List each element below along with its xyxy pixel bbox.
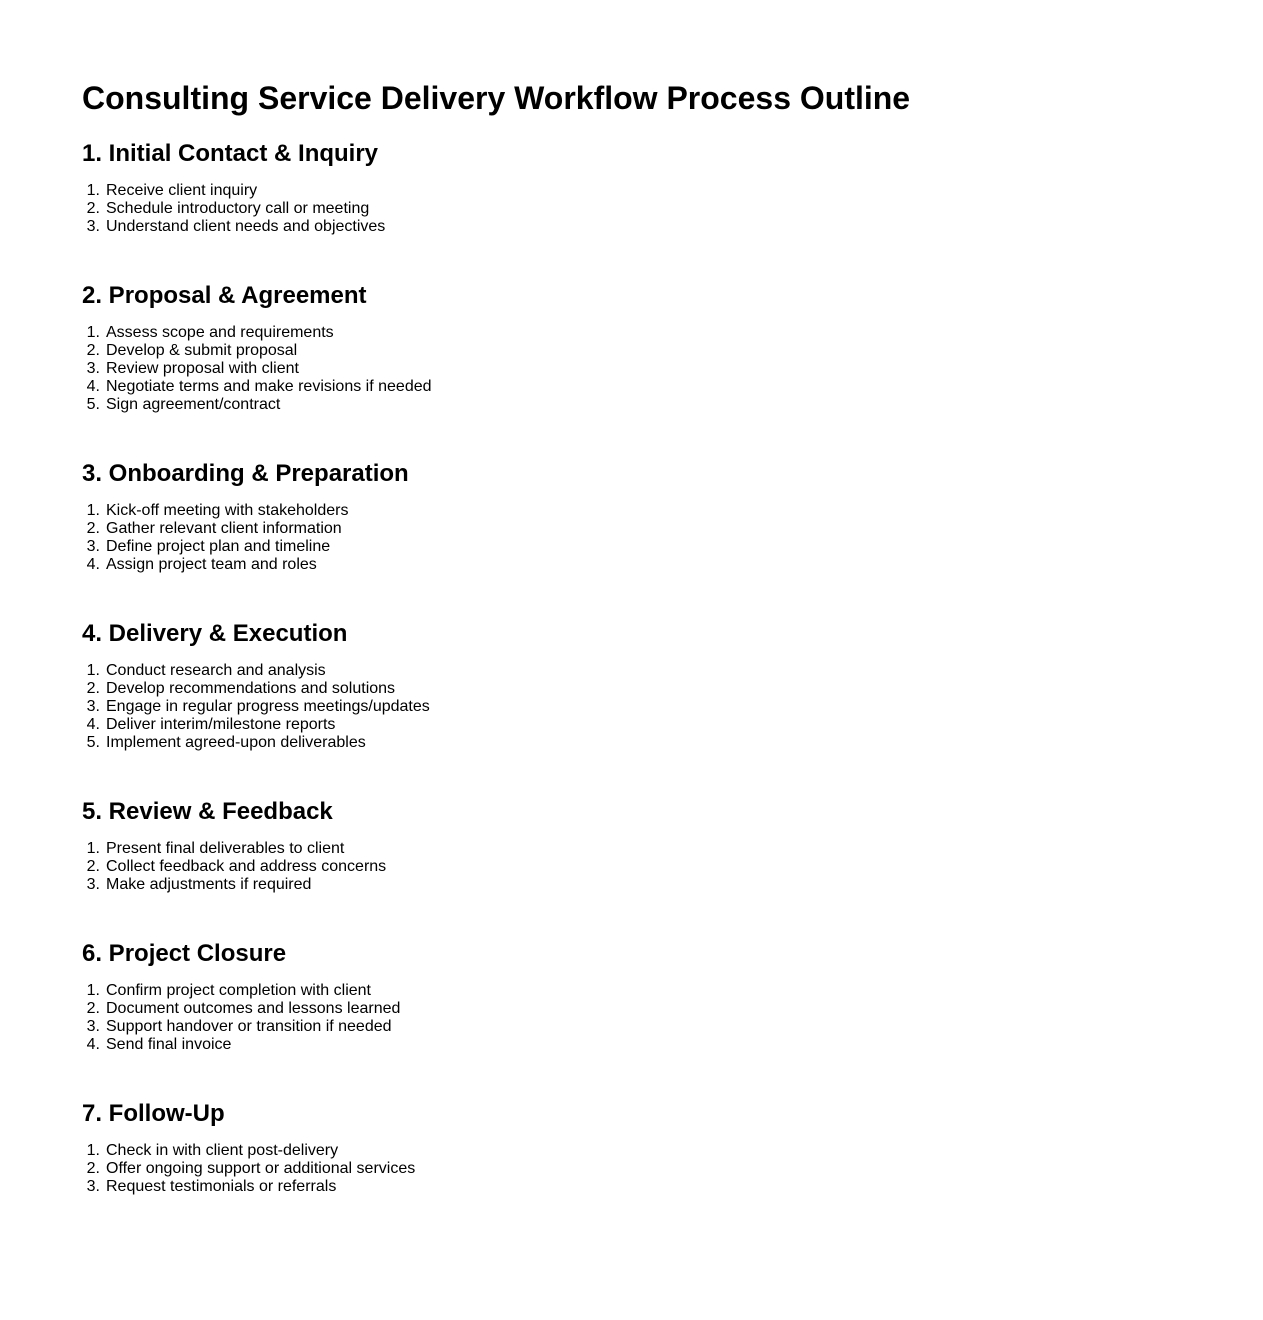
list-item-text: Develop recommendations and solutions bbox=[106, 680, 396, 697]
list-item bbox=[82, 1018, 1182, 1036]
list-item bbox=[82, 1142, 1182, 1160]
section bbox=[82, 459, 1182, 574]
list-item bbox=[82, 520, 1182, 538]
step-list bbox=[82, 1142, 1182, 1196]
list-item-text: Understand client needs and objectives bbox=[106, 218, 386, 235]
list-item bbox=[82, 734, 1182, 752]
list-item-text: Confirm project completion with client bbox=[106, 982, 371, 999]
step-list bbox=[82, 840, 1182, 894]
list-item-number: 4. bbox=[86, 378, 100, 395]
list-item-number: 4. bbox=[86, 556, 100, 573]
list-item-number: 1. bbox=[86, 324, 100, 341]
list-item-text: Assign project team and roles bbox=[106, 556, 317, 573]
section bbox=[82, 1099, 1182, 1196]
list-item-number: 1. bbox=[86, 840, 100, 857]
list-item-number: 1. bbox=[86, 662, 100, 679]
list-item bbox=[82, 218, 1182, 236]
step-list bbox=[82, 182, 1182, 236]
section-heading: 2. Proposal & Agreement bbox=[82, 282, 367, 309]
list-item bbox=[82, 200, 1182, 218]
section-heading: 1. Initial Contact & Inquiry bbox=[82, 140, 379, 167]
list-item-text: Send final invoice bbox=[106, 1036, 232, 1053]
list-item bbox=[82, 360, 1182, 378]
list-item bbox=[82, 1160, 1182, 1178]
list-item-text: Collect feedback and address concerns bbox=[106, 858, 387, 875]
list-item-number: 4. bbox=[86, 716, 100, 733]
list-item bbox=[82, 840, 1182, 858]
list-item-number: 2. bbox=[86, 1160, 100, 1177]
list-item-text: Review proposal with client bbox=[106, 360, 299, 377]
section-heading: 5. Review & Feedback bbox=[82, 798, 333, 825]
list-item bbox=[82, 662, 1182, 680]
step-list bbox=[82, 324, 1182, 414]
list-item bbox=[82, 538, 1182, 556]
list-item bbox=[82, 1000, 1182, 1018]
list-item-number: 4. bbox=[86, 1036, 100, 1053]
list-item-text: Sign agreement/contract bbox=[106, 396, 281, 413]
list-item-number: 3. bbox=[86, 538, 100, 555]
list-item-number: 3. bbox=[86, 360, 100, 377]
list-item-number: 2. bbox=[86, 342, 100, 359]
list-item bbox=[82, 396, 1182, 414]
list-item-number: 1. bbox=[86, 182, 100, 199]
list-item bbox=[82, 716, 1182, 734]
list-item-text: Document outcomes and lessons learned bbox=[106, 1000, 401, 1017]
list-item bbox=[82, 182, 1182, 200]
step-list bbox=[82, 662, 1182, 752]
list-item bbox=[82, 342, 1182, 360]
step-list bbox=[82, 982, 1182, 1054]
list-item-text: Request testimonials or referrals bbox=[106, 1178, 337, 1195]
list-item-number: 2. bbox=[86, 858, 100, 875]
list-item bbox=[82, 698, 1182, 716]
list-item-text: Implement agreed-upon deliverables bbox=[106, 734, 366, 751]
list-item-text: Receive client inquiry bbox=[106, 182, 258, 199]
list-item-text: Support handover or transition if needed bbox=[106, 1018, 392, 1035]
list-item-text: Engage in regular progress meetings/updates bbox=[106, 698, 430, 715]
list-item bbox=[82, 982, 1182, 1000]
section-heading: 6. Project Closure bbox=[82, 940, 287, 967]
list-item-text: Offer ongoing support or additional services bbox=[106, 1160, 416, 1177]
list-item-text: Negotiate terms and make revisions if needed bbox=[106, 378, 432, 395]
section bbox=[82, 939, 1182, 1054]
list-item-number: 2. bbox=[86, 200, 100, 217]
list-item-number: 3. bbox=[86, 1178, 100, 1195]
list-item-number: 1. bbox=[86, 502, 100, 519]
section-heading: 4. Delivery & Execution bbox=[82, 620, 348, 647]
page-title: Consulting Service Delivery Workflow Process Outline bbox=[82, 80, 911, 116]
list-item bbox=[82, 1036, 1182, 1054]
section-heading: 3. Onboarding & Preparation bbox=[82, 460, 409, 487]
list-item-text: Gather relevant client information bbox=[106, 520, 342, 537]
list-item-text: Define project plan and timeline bbox=[106, 538, 331, 555]
list-item-number: 5. bbox=[86, 396, 100, 413]
list-item-number: 2. bbox=[86, 1000, 100, 1017]
list-item-text: Present final deliverables to client bbox=[106, 840, 345, 857]
list-item bbox=[82, 324, 1182, 342]
section-heading: 7. Follow-Up bbox=[82, 1100, 225, 1127]
list-item-number: 3. bbox=[86, 876, 100, 893]
step-list bbox=[82, 502, 1182, 574]
list-item bbox=[82, 1178, 1182, 1196]
list-item bbox=[82, 680, 1182, 698]
section bbox=[82, 139, 1182, 236]
list-item bbox=[82, 858, 1182, 876]
list-item bbox=[82, 556, 1182, 574]
list-item-number: 1. bbox=[86, 982, 100, 999]
list-item-text: Kick-off meeting with stakeholders bbox=[106, 502, 349, 519]
document bbox=[82, 78, 1182, 1196]
list-item-text: Conduct research and analysis bbox=[106, 662, 326, 679]
sections-container bbox=[82, 139, 1182, 1196]
list-item-number: 5. bbox=[86, 734, 100, 751]
list-item bbox=[82, 876, 1182, 894]
list-item-number: 2. bbox=[86, 680, 100, 697]
list-item-text: Make adjustments if required bbox=[106, 876, 312, 893]
list-item-number: 2. bbox=[86, 520, 100, 537]
list-item-text: Schedule introductory call or meeting bbox=[106, 200, 370, 217]
list-item-number: 3. bbox=[86, 698, 100, 715]
list-item-number: 1. bbox=[86, 1142, 100, 1159]
section bbox=[82, 281, 1182, 414]
section bbox=[82, 797, 1182, 894]
list-item-text: Check in with client post-delivery bbox=[106, 1142, 339, 1159]
list-item bbox=[82, 502, 1182, 520]
list-item-number: 3. bbox=[86, 1018, 100, 1035]
list-item-text: Assess scope and requirements bbox=[106, 324, 334, 341]
list-item bbox=[82, 378, 1182, 396]
list-item-text: Develop & submit proposal bbox=[106, 342, 298, 359]
section bbox=[82, 619, 1182, 752]
list-item-number: 3. bbox=[86, 218, 100, 235]
list-item-text: Deliver interim/milestone reports bbox=[106, 716, 336, 733]
